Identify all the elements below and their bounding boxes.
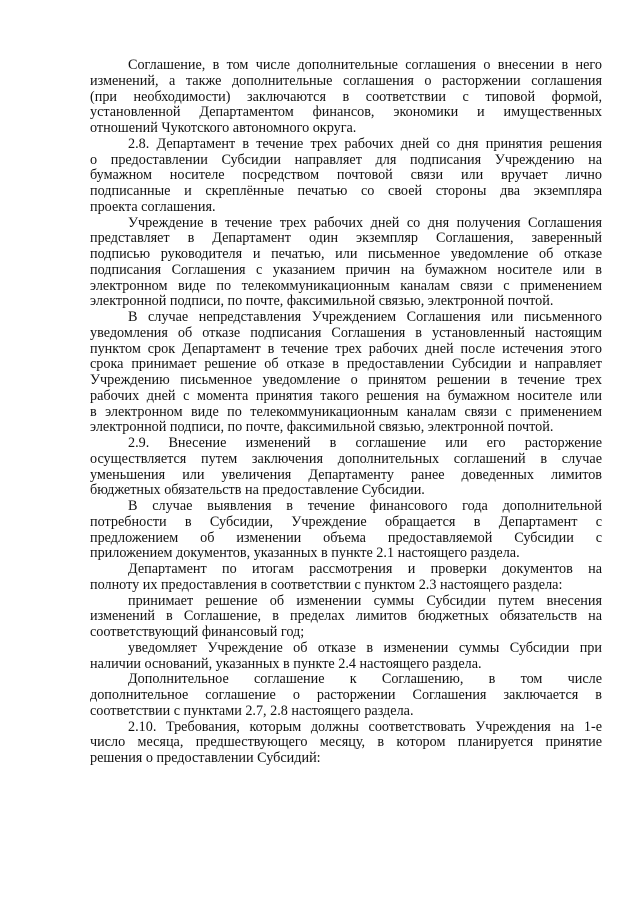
text-line: Дополнительное соглашение к Соглашению, в том числе [128, 671, 602, 688]
text-line: (при необходимости) заключаются в соответствии с типовой формой, [90, 88, 602, 105]
text-line: Учреждение в течение трех рабочих дней со дня получения Соглашения [128, 214, 602, 231]
text-line: потребности в Субсидии, Учреждение обращается в Департамент с [90, 513, 602, 530]
paragraph [90, 641, 602, 673]
text-line: Департамент по итогам рассмотрения и проверки документов на [128, 561, 602, 577]
text-line: принимает решение об изменении суммы Субсидии путем внесения [128, 592, 602, 609]
text-line: уменьшения или увеличения Департаменту ранее доведенных лимитов [90, 466, 602, 483]
paragraph [90, 720, 602, 767]
text-line: отношений Чукотского автономного округа. [90, 120, 357, 136]
paragraph [90, 672, 602, 719]
text-line: предложением об изменении объема предоставляемой Субсидии с [90, 529, 602, 546]
text-line: дополнительное соглашение о расторжении Соглашения заключается в [90, 687, 602, 703]
text-line: соответствующий финансовый год; [90, 624, 305, 640]
text-line: соответствии с пунктами 2.7, 2.8 настоящего раздела. [90, 702, 414, 719]
text-line: Соглашение, в том числе дополнительные соглашения о внесении в него [128, 57, 602, 73]
text-line: Учреждению письменное уведомление о принятом решении в течение трех [90, 372, 602, 388]
text-line: электронном виде по телекоммуникационным каналам связи с применением [90, 277, 602, 294]
paragraph [90, 216, 602, 311]
text-line: изменений, а также дополнительные соглашения о расторжении соглашения [90, 72, 602, 89]
text-line: срока принимает решение об отказе в предоставлении Субсидии и направляет [90, 356, 602, 373]
text-line: представляет в Департамент один экземпляр Соглашения, заверенный [90, 230, 602, 247]
text-line: приложением документов, указанных в пункте 2.1 настоящего раздела. [90, 545, 520, 562]
text-line: решения о предоставлении Субсидий: [90, 750, 321, 766]
text-line: наличии оснований, указанных в пункте 2.4 настоящего раздела. [90, 655, 482, 672]
text-line: подписью руководителя и печатью, или письменное уведомление об отказе [90, 246, 602, 262]
text-line: уведомления об отказе подписания Соглашения в установленный настоящим [90, 324, 602, 341]
text-line: подписанные и скреплённые печатью со своей стороны два экземпляра [90, 183, 602, 199]
text-line: установленной Департаментом финансов, экономики и имущественных [90, 104, 602, 121]
text-line: число месяца, предшествующего месяцу, в котором планируется принятие [90, 734, 602, 751]
text-line: рабочих дней с момента принятия такого решения на бумажном носителе или [90, 387, 602, 404]
text-line: 2.9. Внесение изменений в соглашение или его расторжение [128, 435, 602, 451]
document-page [90, 58, 602, 767]
text-line: изменений в Соглашение, в пределах лимитов бюджетных обязательств на [90, 608, 602, 625]
paragraph [90, 436, 602, 499]
text-line: бюджетных обязательств на предоставление Субсидии. [90, 482, 425, 499]
text-line: В случае непредставления Учреждением Соглашения или письменного [128, 309, 602, 325]
paragraph [90, 137, 602, 216]
text-line: пунктом срок Департамент в течение трех рабочих дней после истечения этого [90, 340, 602, 357]
text-line: электронной подписи, по почте, факсимильной связью, электронной почтой. [90, 419, 554, 436]
text-line: осуществляется путем заключения дополнительных соглашений в случае [90, 450, 602, 467]
text-line: полноту их предоставления в соответствии с пунктом 2.3 настоящего раздела: [90, 576, 563, 593]
paragraph [90, 594, 602, 641]
text-line: электронной подписи, по почте, факсимильной связью, электронной почтой. [90, 293, 554, 310]
text-line: В случае выявления в течение финансового года дополнительной [128, 498, 602, 514]
text-line: 2.10. Требования, которым должны соответствовать Учреждения на 1-е [128, 718, 602, 735]
paragraph [90, 499, 602, 562]
text-line: подписания Соглашения с указанием причин на бумажном носителе или в [90, 261, 602, 278]
paragraph [90, 58, 602, 137]
paragraph [90, 310, 602, 436]
text-line: проекта соглашения. [90, 198, 216, 215]
text-line: о предоставлении Субсидии направляет для подписания Учреждению на [90, 151, 602, 168]
text-line: уведомляет Учреждение об отказе в изменении суммы Субсидии при [128, 639, 602, 656]
paragraph [90, 562, 602, 594]
text-line: 2.8. Департамент в течение трех рабочих дней со дня принятия решения [128, 135, 602, 152]
text-line: в электронном виде по телекоммуникационным каналам связи с применением [90, 403, 602, 420]
text-line: бумажном носителе посредством почтовой связи или вручает лично [90, 167, 602, 184]
